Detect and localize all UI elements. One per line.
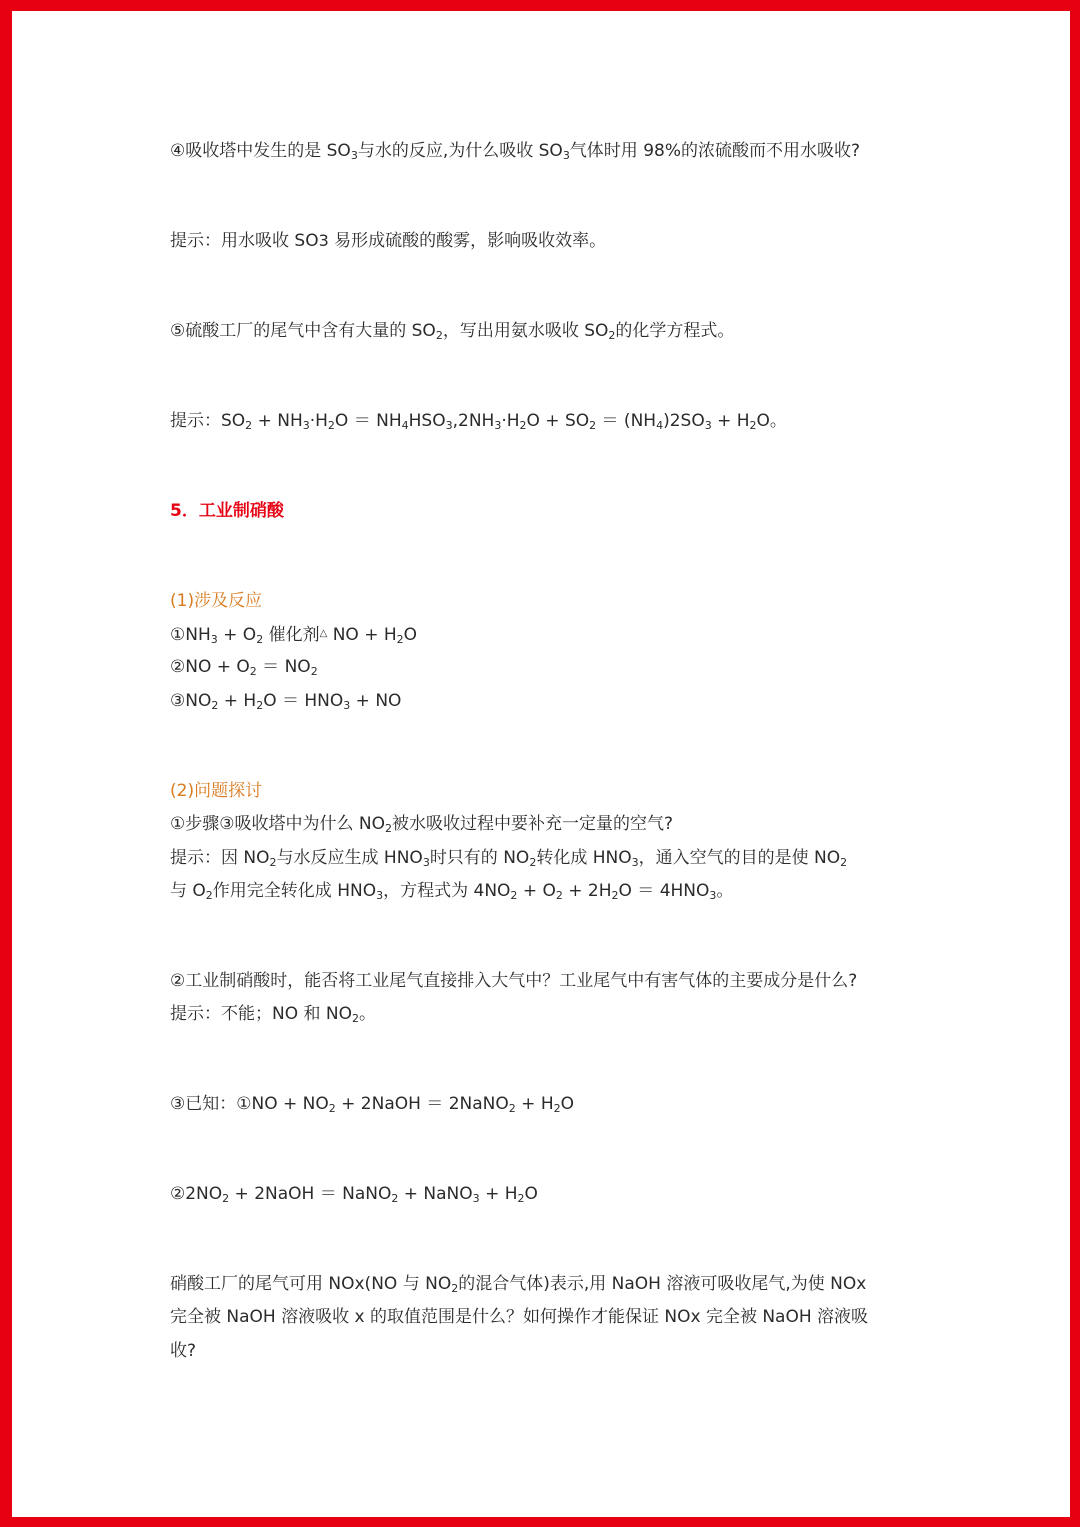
- discussion-hint-2: 提示：不能；NO 和 $NO_2$。: [170, 1004, 377, 1025]
- discussion-hint-1-line-1: 提示：因 $NO_2$与水反应生成 $HNO_3$时只有的 $NO_2$转化成 $HNO_3$，通入空气的目的是使 $NO_2$: [170, 848, 848, 869]
- hint-4: 提示：用水吸收 SO3 易形成硫酸的酸雾，影响吸收效率。: [170, 231, 607, 251]
- equation-2: $②2NO_2$ + 2NaOH ＝ NaNO$_2$ + NaNO$_3$ + $H_2O$: [170, 1184, 538, 1205]
- final-question-line-1: 硝酸工厂的尾气可用 NOx(NO 与 $NO_2$的混合气体)表示,用 NaOH 溶液可吸收尾气,为使 NOx: [170, 1274, 867, 1295]
- discussion-question-2: ②工业制硝酸时，能否将工业尾气直接排入大气中？工业尾气中有害气体的主要成分是什么?: [170, 971, 858, 991]
- section-title: 5．工业制硝酸: [170, 501, 284, 521]
- reactions-heading: (1)涉及反应: [170, 591, 263, 611]
- hint-5: 提示：$SO_2 + NH_3\cdot H_2O = NH_4HSO_3,2NH_3\cdot H_2O + SO_2 = (NH_4)2SO_3 + H_2O$。: [170, 411, 787, 432]
- question-5: ⑤硫酸工厂的尾气中含有大量的 $SO_2$，写出用氨水吸收 $SO_2$的化学方程式。: [170, 321, 735, 342]
- discussion-question-3: ③已知：①NO + $NO_2$ + 2NaOH ＝ 2NaNO$_2$ + $H_2O$: [170, 1094, 574, 1115]
- question-4: ④吸收塔中发生的是 $SO_3$与水的反应,为什么吸收 $SO_3$气体时用 98%的浓硫酸而不用水吸收?: [170, 141, 861, 162]
- discussion-question-1: ①步骤③吸收塔中为什么 $NO_2$被水吸收过程中要补充一定量的空气?: [170, 814, 674, 835]
- final-question-line-2: 完全被 NaOH 溶液吸收 x 的取值范围是什么？如何操作才能保证 NOx 完全被 NaOH 溶液吸: [170, 1307, 869, 1327]
- discussion-heading: (2)问题探讨: [170, 781, 263, 801]
- final-question-line-3: 收?: [170, 1341, 197, 1361]
- reaction-2: ②NO + $O_2 = NO_2$: [170, 657, 318, 678]
- reaction-1: $①NH_3 + O_2$ 催化剂△ NO + $H_2O$: [170, 625, 418, 646]
- document-page: [12, 11, 1070, 1517]
- discussion-hint-1-line-2: 与 $O_2$作用完全转化成 $HNO_3$，方程式为 $4NO_2 + O_2 + 2H_2O = 4HNO_3$。: [170, 881, 734, 902]
- reaction-3: $③NO_2 + H_2O = HNO_3$ + NO: [170, 691, 402, 712]
